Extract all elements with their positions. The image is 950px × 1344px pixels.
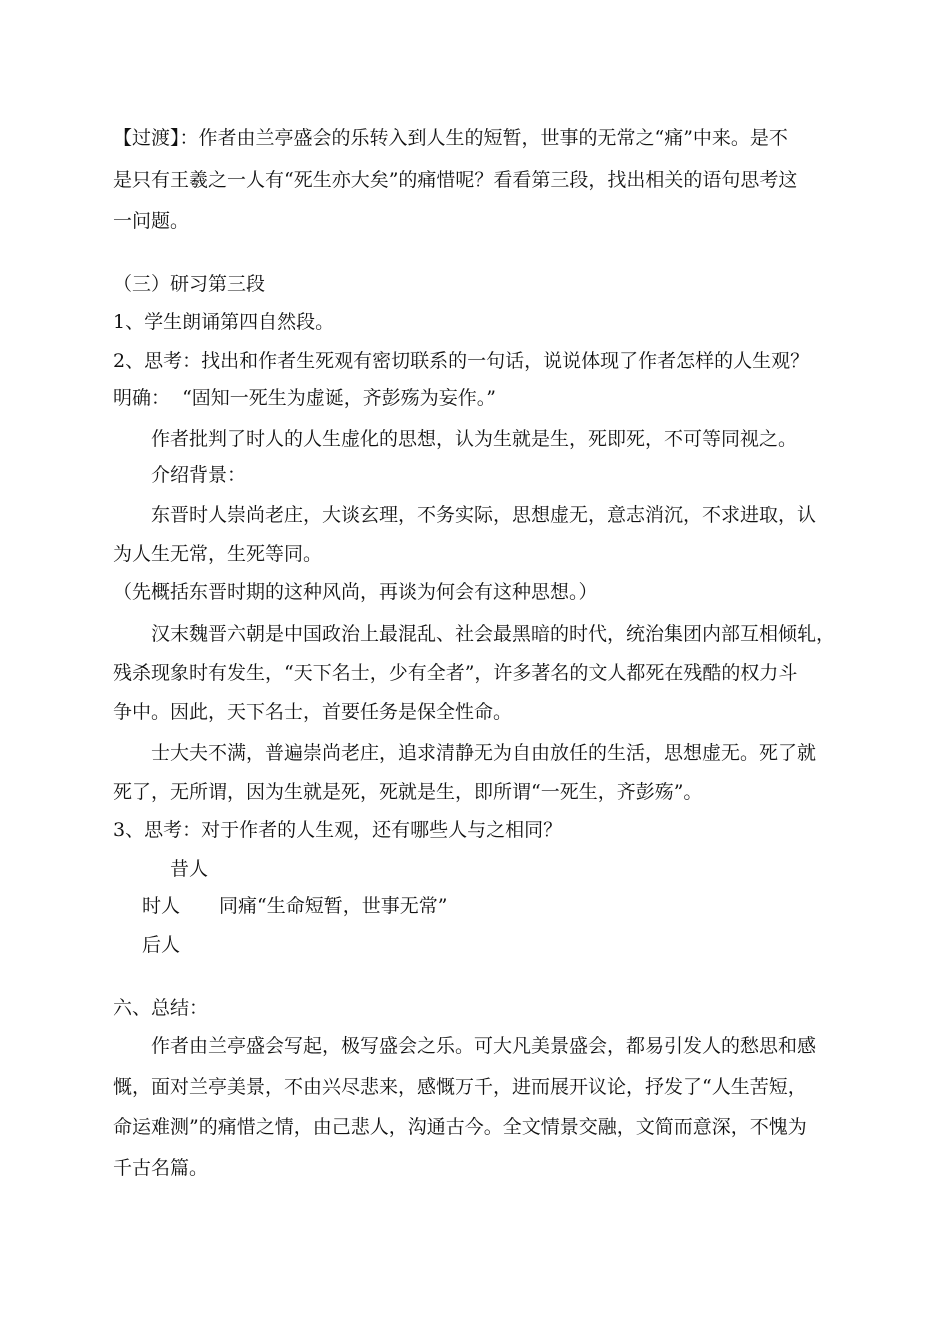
people-past: 昔人 bbox=[170, 858, 209, 880]
scholar-line-1: 士大夫不满，普遍崇尚老庄，追求清静无为自由放任的生活，思想虚无。死了就 bbox=[151, 742, 817, 764]
item-3: 3、思考：对于作者的人生观，还有哪些人与之相同？ bbox=[113, 819, 563, 841]
summary-line-2: 慨，面对兰亭美景，不由兴尽悲来，感慨万千，进而展开议论，抒发了“人生苦短， bbox=[113, 1076, 807, 1098]
people-future: 后人 bbox=[142, 934, 181, 956]
han-line-3: 争中。因此，天下名士，首要任务是保全性命。 bbox=[113, 701, 513, 723]
background-line-1: 东晋时人崇尚老庄，大谈玄理，不务实际，思想虚无，意志消沉，不求进取，认 bbox=[151, 504, 817, 526]
item-1: 1、学生朗诵第四自然段。 bbox=[113, 311, 335, 333]
answer: 明确： “固知一死生为虚诞，齐彭殇为妄作。” bbox=[113, 387, 497, 409]
transition-line-3: 一问题。 bbox=[113, 210, 190, 232]
critique: 作者批判了时人的人生虚化的思想，认为生就是生，死即死，不可等同视之。 bbox=[151, 428, 798, 450]
background-label: 介绍背景： bbox=[151, 464, 247, 486]
han-line-1: 汉末魏晋六朝是中国政治上最混乱、社会最黑暗的时代，统治集团内部互相倾轧， bbox=[151, 623, 836, 645]
summary-line-4: 千古名篇。 bbox=[113, 1157, 209, 1179]
section-3-heading: （三）研习第三段 bbox=[113, 273, 266, 295]
transition-line-1: 【过渡】：作者由兰亭盛会的乐转入到人生的短暂，世事的无常之“痛”中来。是不 bbox=[113, 127, 788, 149]
item-2: 2、思考：找出和作者生死观有密切联系的一句话，说说体现了作者怎样的人生观？ bbox=[113, 350, 810, 372]
summary-line-3: 命运难测”的痛惜之情，由己悲人，沟通古今。全文情景交融，文简而意深，不愧为 bbox=[113, 1116, 807, 1138]
note: （先概括东晋时期的这种风尚，再谈为何会有这种思想。） bbox=[113, 581, 598, 603]
people-shared: 同痛“生命短暂，世事无常” bbox=[219, 895, 448, 917]
scholar-line-2: 死了，无所谓，因为生就是死，死就是生，即所谓“一死生，齐彭殇”。 bbox=[113, 781, 703, 803]
summary-heading: 六、总结： bbox=[113, 997, 209, 1019]
transition-line-2: 是只有王羲之一人有“死生亦大矣”的痛惜呢？看看第三段，找出相关的语句思考这 bbox=[113, 169, 798, 191]
summary-line-1: 作者由兰亭盛会写起，极写盛会之乐。可大凡美景盛会，都易引发人的愁思和感 bbox=[151, 1035, 817, 1057]
background-line-2: 为人生无常，生死等同。 bbox=[113, 543, 323, 565]
people-present: 时人 bbox=[142, 895, 181, 917]
han-line-2: 残杀现象时有发生，“天下名士，少有全者”，许多著名的文人都死在残酷的权力斗 bbox=[113, 662, 798, 684]
